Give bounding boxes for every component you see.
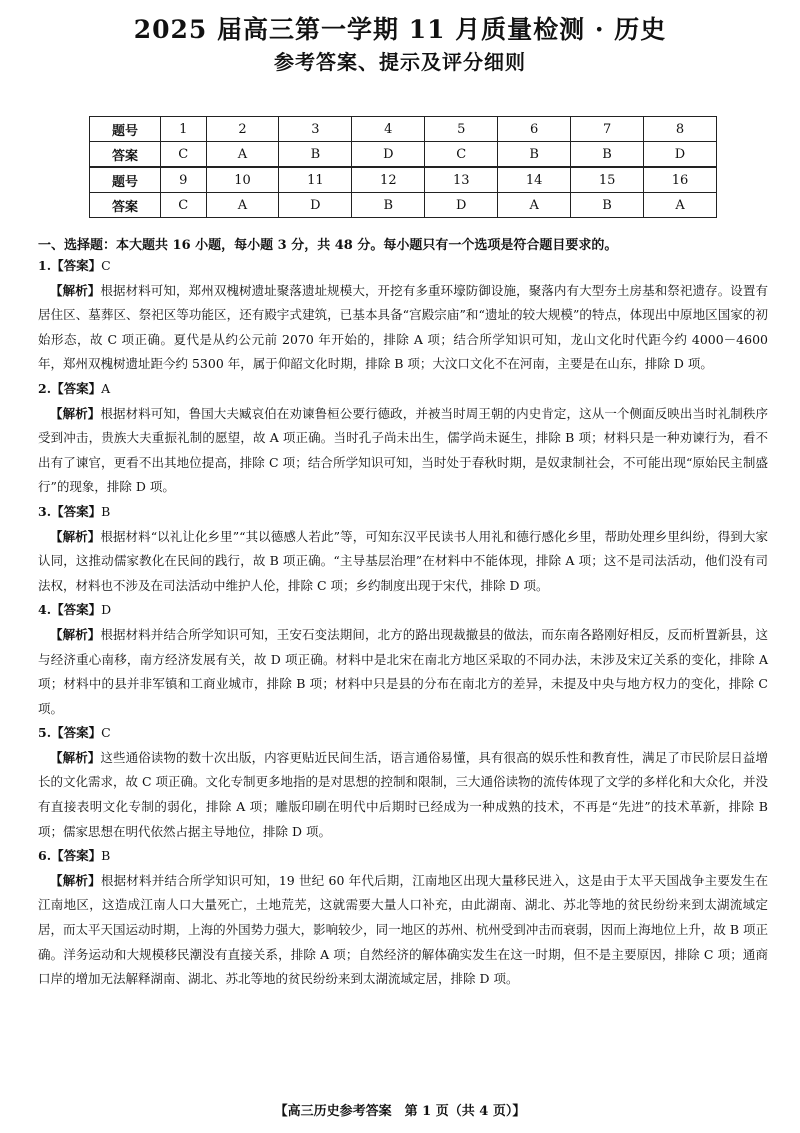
answer-tag: 【答案】 [51, 725, 102, 741]
table-cell: 9 [161, 167, 207, 193]
row-label: 题号 [90, 117, 161, 142]
table-cell: 8 [644, 117, 717, 142]
question-number: 1. [38, 258, 52, 273]
explanation-tag: 【解析】 [50, 749, 101, 765]
explanation-tag: 【解析】 [50, 626, 101, 642]
table-cell: 4 [352, 117, 425, 142]
table-cell: A [644, 193, 717, 218]
table-cell: D [279, 193, 352, 218]
answer-value: A [101, 380, 111, 396]
table-cell: 16 [644, 167, 717, 193]
answer-tag: 【答案】 [51, 602, 102, 618]
question-2-explanation [38, 402, 768, 500]
answer-value: D [101, 602, 112, 618]
table-row-answers-1 [90, 142, 717, 168]
table-cell: 15 [571, 167, 644, 193]
table-cell: B [498, 142, 571, 168]
explanation-text: 根据材料并结合所学知识可知，19 世纪 60 年代后期，江南地区出现大量移民进入，这是由于太平天国战争主要发生在江南地区，这造成江南人口大量死亡，土地荒芜，这就需要大量人口补充，由此湖南、湖北、苏北等地的贫民纷纷来到太湖流域定居，而太平天国运动时期，上海的外国势力强大，影响较少，同一地区的苏州、杭州受到冲击而衰弱，因而上海地位上升，故 B 项正确。洋务运动和大规模移民潮没有直接关系，排除 A 项；自然经济的解体确实发生在这一时期，但不是主要原因，排除 C 项；通商口岸的增加无法解释湖南、湖北、苏北等地的贫民纷纷来到太湖流域定居，排除 D 项。 [38, 872, 768, 987]
answer-tag: 【答案】 [51, 503, 102, 519]
question-4-answer [38, 598, 768, 623]
question-number: 6. [38, 848, 52, 864]
question-number: 3. [38, 503, 52, 519]
answer-value: B [101, 848, 111, 864]
row-label: 题号 [90, 167, 161, 193]
table-cell: A [498, 193, 571, 218]
table-cell: C [425, 142, 498, 168]
table-row-numbers-2 [90, 167, 717, 193]
question-1-explanation [38, 279, 768, 377]
table-cell: D [425, 193, 498, 218]
table-cell: B [571, 193, 644, 218]
table-cell: B [279, 142, 352, 168]
answer-tag: 【答案】 [51, 258, 102, 273]
question-4-explanation [38, 623, 768, 721]
table-cell: C [161, 193, 207, 218]
table-cell: 3 [279, 117, 352, 142]
answer-table [89, 116, 717, 218]
question-number: 2. [38, 380, 52, 396]
question-2-answer [38, 377, 768, 402]
question-number: 4. [38, 602, 52, 618]
question-3-explanation [38, 525, 768, 599]
table-cell: B [352, 193, 425, 218]
table-cell: 14 [498, 167, 571, 193]
explanation-text: 根据材料可知，鲁国大夫臧哀伯在劝谏鲁桓公要行德政，并被当时周王朝的内史肯定，这从一个侧面反映出当时礼制秩序受到冲击，贵族大夫重振礼制的愿望，故 A 项正确。当时孔子尚未出生，儒学尚未诞生，排除 B 项；材料只是一种劝谏行为，看不出有了谏官，更看不出其地位提高，排除 C 项；结合所学知识可知，当时处于春秋时期，是奴隶制社会，不可能出现“原始民主制盛行”的现象，排除 D 项。 [38, 405, 768, 495]
answer-tag: 【答案】 [51, 380, 102, 396]
explanation-tag: 【解析】 [50, 405, 101, 421]
explanation-text: 这些通俗读物的数十次出版，内容更贴近民间生活，语言通俗易懂，具有很高的娱乐性和教育性，满足了市民阶层日益增长的文化需求，故 C 项正确。文化专制更多地指的是对思想的控制和限制，三大通俗读物的流传体现了文学的多样化和大众化，并没有直接表明文化专制的弱化，排除 A 项；雕版印刷在明代中后期时已经成为一种成熟的技术，不再是“先进”的技术革新，排除 B 项；儒家思想在明代依然占据主导地位，排除 D 项。 [38, 749, 769, 839]
answer-value: B [101, 503, 111, 519]
row-label: 答案 [90, 193, 161, 218]
section-title: 一、选择题：本大题共 16 小题，每小题 3 分，共 48 分。每小题只有一个选项是符合题目要求的。 [38, 238, 618, 253]
question-1-answer [38, 254, 768, 279]
table-row-numbers-1 [90, 117, 717, 142]
explanation-text: 根据材料“以礼让化乡里”“其以德感人若此”等，可知东汉平民读书人用礼和德行感化乡里，帮助处理乡里纠纷，得到大家认同，这推动儒家教化在民间的践行，故 B 项正确。“主导基层治理”在材料中不能体现，排除 A 项；这不是司法活动，他们没有司法权，材料也不涉及在司法活动中维护人伦，排除 C 项；乡约制度出现于宋代，排除 D 项。 [38, 528, 768, 593]
page-subtitle: 参考答案、提示及评分细则 [274, 50, 526, 74]
answer-tag: 【答案】 [51, 848, 102, 864]
question-6-explanation [38, 869, 768, 992]
table-cell: 5 [425, 117, 498, 142]
table-cell: 13 [425, 167, 498, 193]
answer-value: C [101, 725, 111, 741]
page-title: 2025 届高三第一学期 11 月质量检测 · 历史 [133, 15, 667, 44]
table-cell: A [206, 193, 279, 218]
row-label: 答案 [90, 142, 161, 168]
explanation-text: 根据材料可知，郑州双槐树遗址聚落遗址规模大，开挖有多重环壕防御设施，聚落内有大型夯土房基和祭祀遗存。设置有居住区、墓葬区、祭祀区等功能区，还有殿宇式建筑，已基本具备“宫殿宗庙”和“遗址的较大规模”的特点，体现出中原地区国家的初始形态，故 C 项正确。夏代是从约公元前 2070 年开始的，排除 A 项；结合所学知识可知，龙山文化时代距今约 4000－4600 年，郑州双槐树遗址距今约 5300 年，属于仰韶文化时期，排除 B 项；大汶口文化不在河南，主要是在山东，排除 D 项。 [38, 282, 768, 372]
page-footer: 【高三历史参考答案 第 1 页（共 4 页）】 [274, 1104, 526, 1119]
table-row-answers-2 [90, 193, 717, 218]
table-cell: 11 [279, 167, 352, 193]
table-cell: 2 [206, 117, 279, 142]
answer-explanations [38, 254, 768, 992]
table-cell: 6 [498, 117, 571, 142]
table-cell: A [206, 142, 279, 168]
table-cell: 12 [352, 167, 425, 193]
question-6-answer [38, 844, 768, 869]
table-cell: 1 [161, 117, 207, 142]
table-cell: 10 [206, 167, 279, 193]
question-5-answer [38, 721, 768, 746]
table-cell: 7 [571, 117, 644, 142]
explanation-tag: 【解析】 [50, 872, 101, 888]
table-cell: D [352, 142, 425, 168]
table-cell: C [161, 142, 207, 168]
explanation-tag: 【解析】 [50, 528, 101, 544]
question-number: 5. [38, 725, 52, 741]
table-cell: B [571, 142, 644, 168]
question-3-answer [38, 500, 768, 525]
table-cell: D [644, 142, 717, 168]
question-5-explanation [38, 746, 768, 844]
answer-value: C [101, 258, 111, 273]
explanation-tag: 【解析】 [50, 282, 101, 298]
explanation-text: 根据材料并结合所学知识可知，王安石变法期间，北方的路出现裁撤县的做法，而东南各路刚好相反，反而析置新县，这与经济重心南移，南方经济发展有关，故 D 项正确。材料中是北宋在南北方地区采取的不同办法，未涉及宋辽关系的变化，排除 A 项；材料中的县并非军镇和工商业城市，排除 B 项；材料中只是县的分布在南北方的差异，未提及中央与地方权力的变化，排除 C 项。 [38, 626, 768, 716]
